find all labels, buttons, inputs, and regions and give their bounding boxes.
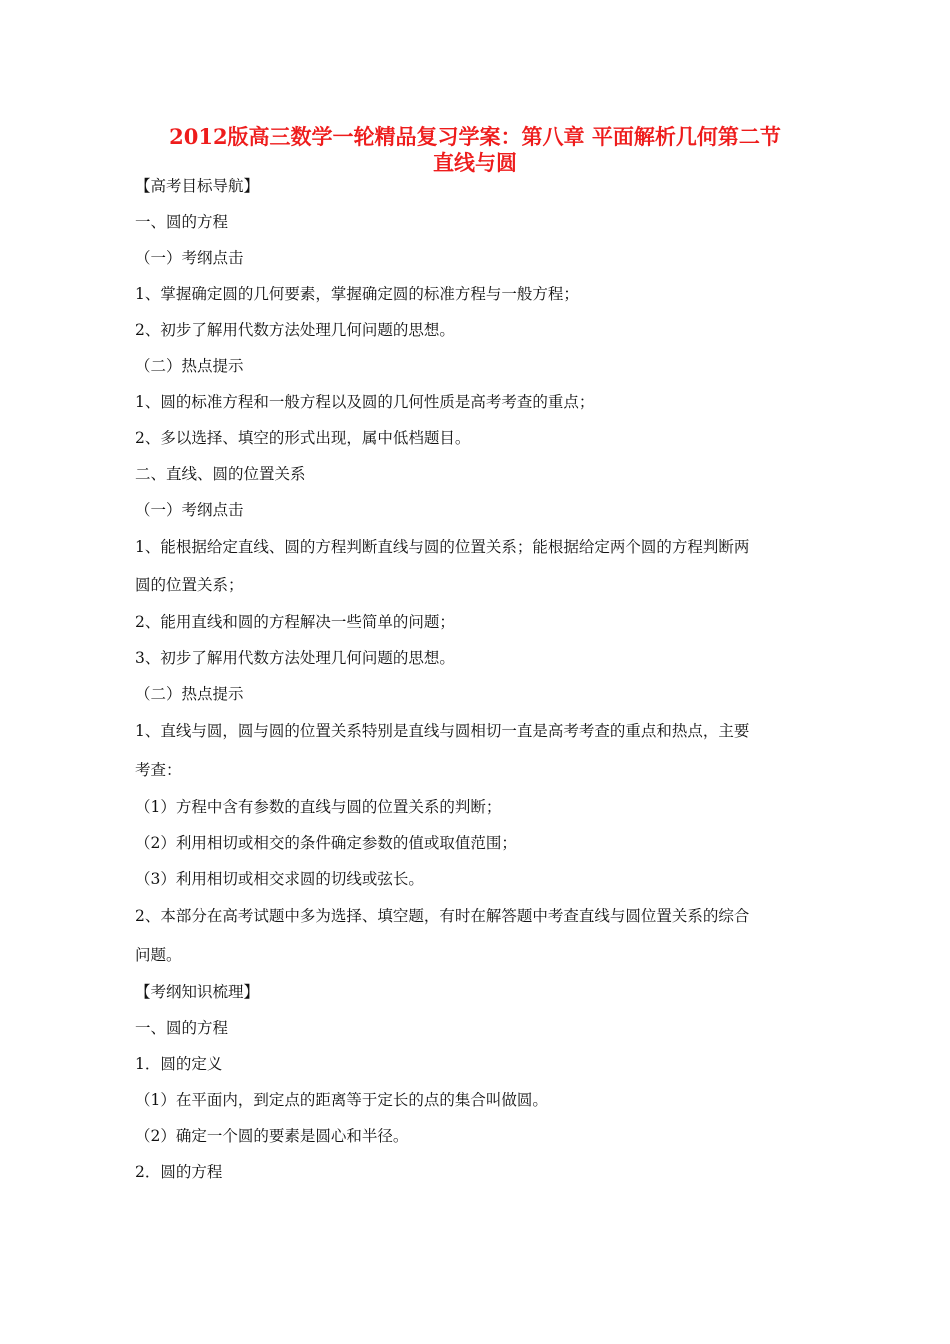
heading-line-circle-relation: 二、直线、圆的位置关系 [135, 465, 306, 483]
heading-circle-equation: 一、圆的方程 [135, 1019, 229, 1037]
text-line: 考查： [135, 761, 182, 779]
text-line: （1）在平面内，到定点的距离等于定长的点的集合叫做圆。 [135, 1091, 548, 1109]
text-line: 圆的位置关系； [135, 576, 244, 594]
text-line: 2、能用直线和圆的方程解决一些简单的问题； [135, 613, 455, 631]
heading-circle-equation: 一、圆的方程 [135, 213, 229, 231]
text-line: 1．圆的定义 [135, 1055, 223, 1073]
text-line: 问题。 [135, 946, 182, 964]
text-line: 2、本部分在高考试题中多为选择、填空题，有时在解答题中考查直线与圆位置关系的综合 [135, 907, 750, 925]
text-line: 1、圆的标准方程和一般方程以及圆的几何性质是高考考查的重点； [135, 393, 595, 411]
document-title-line-2: 直线与圆 [433, 150, 517, 175]
text-line: 1、掌握确定圆的几何要素，掌握确定圆的标准方程与一般方程； [135, 285, 579, 303]
subheading-outline-points: （一）考纲点击 [135, 249, 244, 267]
text-line: 2．圆的方程 [135, 1163, 223, 1181]
document-title-line-1: 2012版高三数学一轮精品复习学案：第八章 平面解析几何第二节 [169, 124, 781, 149]
text-line: 1、能根据给定直线、圆的方程判断直线与圆的位置关系；能根据给定两个圆的方程判断两 [135, 538, 750, 556]
subheading-hot-tips: （二）热点提示 [135, 685, 244, 703]
text-line: 2、多以选择、填空的形式出现，属中低档题目。 [135, 429, 471, 447]
text-line: （1）方程中含有参数的直线与圆的位置关系的判断； [135, 798, 502, 816]
section-heading-exam-goals: 【高考目标导航】 [135, 177, 260, 195]
text-line: 1、直线与圆，圆与圆的位置关系特别是直线与圆相切一直是高考考查的重点和热点，主要 [135, 722, 750, 740]
text-line: 3、初步了解用代数方法处理几何问题的思想。 [135, 649, 455, 667]
text-line: （2）确定一个圆的要素是圆心和半径。 [135, 1127, 409, 1145]
subheading-hot-tips: （二）热点提示 [135, 357, 244, 375]
section-heading-knowledge: 【考纲知识梳理】 [135, 983, 260, 1001]
subheading-outline-points: （一）考纲点击 [135, 501, 244, 519]
text-line: 2、初步了解用代数方法处理几何问题的思想。 [135, 321, 455, 339]
text-line: （2）利用相切或相交的条件确定参数的值或取值范围； [135, 834, 517, 852]
text-line: （3）利用相切或相交求圆的切线或弦长。 [135, 870, 424, 888]
